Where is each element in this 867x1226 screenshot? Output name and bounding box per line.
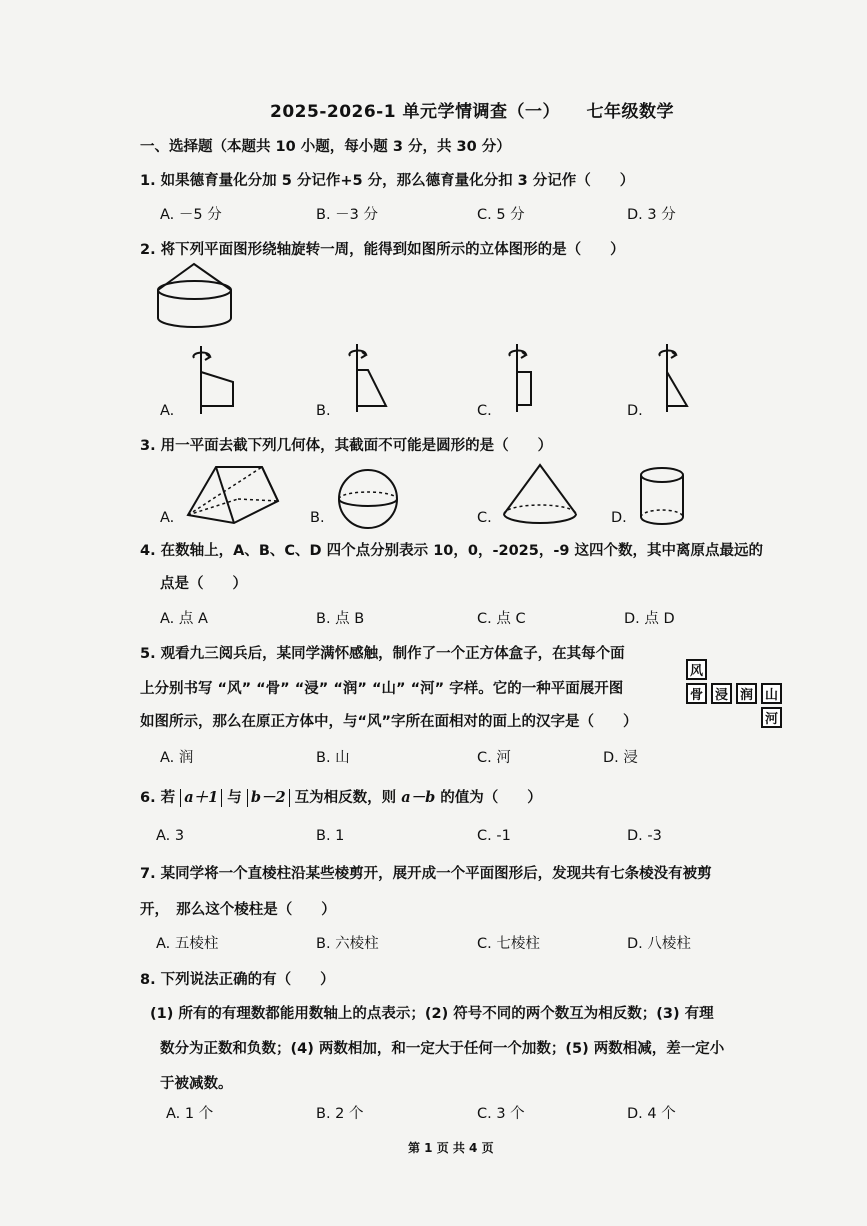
q5-line1: 5. 观看九三阅兵后，某同学满怀感触，制作了一个正方体盒子，在其每个面: [140, 646, 625, 662]
abs-a-plus-1: a＋1: [180, 789, 222, 807]
q6-option-b: B. 1: [316, 828, 345, 844]
cylinder-figure: [637, 465, 687, 527]
q1-option-d: D. 3 分: [627, 207, 676, 223]
q6-option-d: D. -3: [627, 828, 662, 844]
q7-option-a: A. 五棱柱: [156, 936, 219, 952]
q6-option-c: C. -1: [477, 828, 511, 844]
net-cell-he: 河: [761, 707, 782, 728]
q5-option-b: B. 山: [316, 750, 350, 766]
q6-tail: 的值为（ ）: [440, 790, 542, 806]
q5-line3: 如图所示，那么在原正方体中，与“风”字所在面相对的面上的汉字是（ ）: [140, 714, 638, 730]
q8-option-b: B. 2 个: [316, 1106, 364, 1122]
q6-stem: [140, 786, 542, 807]
q1-option-b: B. －3 分: [316, 207, 379, 223]
q8-statements-line2: 数分为正数和负数；(4) 两数相加，和一定大于任何一个加数；(5) 两数相减，差一定小: [160, 1041, 725, 1057]
abs-b-minus-2: b－2: [247, 789, 290, 807]
q6-mid: 与: [227, 790, 242, 806]
q2-a-figure: [186, 344, 236, 416]
q1-option-c: C. 5 分: [477, 207, 525, 223]
cone-cylinder-figure: [155, 262, 235, 334]
q8-statements-line1: (1) 所有的有理数都能用数轴上的点表示；(2) 符号不同的两个数互为相反数；(3) 有理: [150, 1006, 714, 1022]
q2-c-figure: [500, 342, 550, 414]
section-heading: 一、选择题（本题共 10 小题，每小题 3 分，共 30 分）: [140, 139, 511, 155]
q5-option-c: C. 河: [477, 750, 511, 766]
net-cell-jin: 浸: [711, 683, 732, 704]
q2-b-figure: [340, 342, 390, 414]
page-footer: 第 1 页 共 4 页: [408, 1141, 494, 1155]
expr-a-minus-b: a－b: [401, 789, 436, 806]
q7-line1: 7. 某同学将一个直棱柱沿某些棱剪开，展开成一个平面图形后，发现共有七条棱没有被剪: [140, 866, 712, 882]
q7-option-c: C. 七棱柱: [477, 936, 540, 952]
q6-option-a: A. 3: [156, 828, 185, 844]
q3-option-c: C.: [477, 510, 492, 526]
q6-post: 互为相反数，则: [294, 790, 397, 806]
q5-option-d: D. 浸: [603, 750, 638, 766]
q4-option-c: C. 点 C: [477, 611, 526, 627]
sphere-figure: [336, 468, 400, 530]
q4-option-a: A. 点 A: [160, 611, 208, 627]
q8-option-a: A. 1 个: [166, 1106, 214, 1122]
q3-option-d: D.: [611, 510, 627, 526]
q2-d-figure: [650, 342, 700, 414]
q3-stem: 3. 用一平面去截下列几何体，其截面不可能是圆形的是（ ）: [140, 438, 553, 454]
q2-option-a: A.: [160, 403, 175, 419]
q7-option-b: B. 六棱柱: [316, 936, 379, 952]
q5-line2: 上分别书写 “风” “骨” “浸” “润” “山” “河” 字样。它的一种平面展开图: [140, 681, 624, 697]
q2-option-d: D.: [627, 403, 643, 419]
q8-option-c: C. 3 个: [477, 1106, 525, 1122]
q5-option-a: A. 润: [160, 750, 194, 766]
triangular-prism-figure: [186, 465, 282, 527]
q8-stem: 8. 下列说法正确的有（ ）: [140, 972, 335, 988]
net-cell-gu: 骨: [686, 683, 707, 704]
net-cell-run: 润: [736, 683, 757, 704]
net-cell-feng: 风: [686, 659, 707, 680]
q1-stem: 1. 如果德育量化分加 5 分记作+5 分，那么德育量化分扣 3 分记作（ ）: [140, 173, 635, 189]
q4-stem: 4. 在数轴上，A、B、C、D 四个点分别表示 10，0，-2025，-9 这四个数，其中离原点最远的: [140, 543, 763, 559]
q8-statements-line3: 于被减数。: [160, 1076, 233, 1092]
q3-option-a: A.: [160, 510, 175, 526]
q7-line2: 开， 那么这个棱柱是（ ）: [140, 902, 336, 918]
cone-figure: [500, 462, 580, 528]
q6-prefix: 6. 若: [140, 790, 176, 806]
q4-stem-continued: 点是（ ）: [160, 576, 247, 592]
net-cell-shan: 山: [761, 683, 782, 704]
q4-option-b: B. 点 B: [316, 611, 365, 627]
q2-option-c: C.: [477, 403, 492, 419]
q3-option-b: B.: [310, 510, 325, 526]
q2-option-b: B.: [316, 403, 331, 419]
q4-option-d: D. 点 D: [624, 611, 675, 627]
q8-option-d: D. 4 个: [627, 1106, 676, 1122]
q1-option-a: A. －5 分: [160, 207, 222, 223]
exam-title: 2025-2026-1 单元学情调查（一） 七年级数学: [270, 102, 674, 122]
q7-option-d: D. 八棱柱: [627, 936, 691, 952]
q2-stem: 2. 将下列平面图形绕轴旋转一周，能得到如图所示的立体图形的是（ ）: [140, 242, 625, 258]
